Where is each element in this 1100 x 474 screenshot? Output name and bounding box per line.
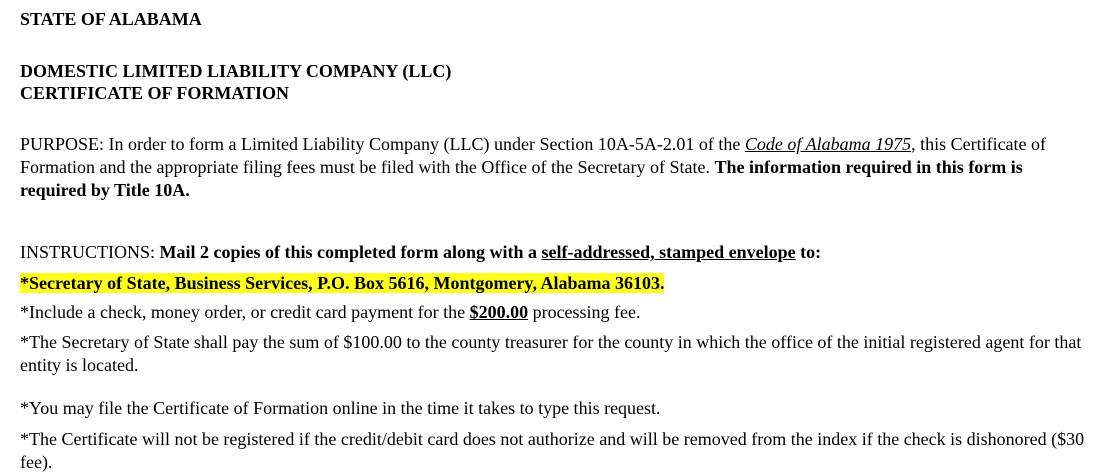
state-heading: STATE OF ALABAMA — [20, 9, 202, 29]
mailing-address-highlight: *Secretary of State, Business Services, P.O. Box 5616, Montgomery, Alabama 36103. — [20, 273, 665, 293]
mail-instruction: Mail 2 copies of this completed form along with a — [159, 242, 542, 262]
online-filing-note: *You may file the Certificate of Formation online in the time it takes to type this request. — [20, 398, 661, 418]
code-of-alabama-reference: Code of Alabama 1975 — [744, 134, 912, 154]
fee-text-before: *Include a check, money order, or credit card payment for the — [20, 302, 470, 322]
mailing-address — [20, 272, 1085, 295]
purpose-text-before: In order to form a Limited Liability Company (LLC) under Section 10A-5A-2.01 of the — [104, 134, 745, 154]
fee-text-after: processing fee. — [528, 302, 641, 322]
envelope-requirement: self-addressed, stamped envelope — [541, 242, 796, 262]
purpose-paragraph — [20, 133, 1080, 202]
county-payment-note: *The Secretary of State shall pay the sum of $100.00 to the county treasurer for the county in which the office of the initial registered agent for that entity is located. — [20, 332, 1082, 375]
purpose-text-after: , this Certificate of Formation and the appropriate filing fees must be filed with the Office of the Secretary of State. — [20, 134, 1047, 177]
instructions-label: INSTRUCTIONS: — [20, 242, 160, 262]
card-authorization-note: *The Certificate will not be registered if the credit/debit card does not authorize and will be removed from the index if the check is dishonored ($30 fee). — [20, 429, 1085, 472]
form-title-line1: DOMESTIC LIMITED LIABILITY COMPANY (LLC) — [20, 61, 452, 81]
form-title-line2: CERTIFICATE OF FORMATION — [20, 83, 290, 103]
fee-instruction — [20, 301, 1085, 324]
form-title — [20, 60, 451, 104]
purpose-bold-note: The information required in this form is required by Title 10A. — [20, 157, 1023, 200]
purpose-label: PURPOSE: — [20, 134, 105, 154]
mail-to: to: — [795, 242, 822, 262]
instructions-line — [20, 241, 1080, 264]
fee-amount: $200.00 — [469, 302, 529, 322]
